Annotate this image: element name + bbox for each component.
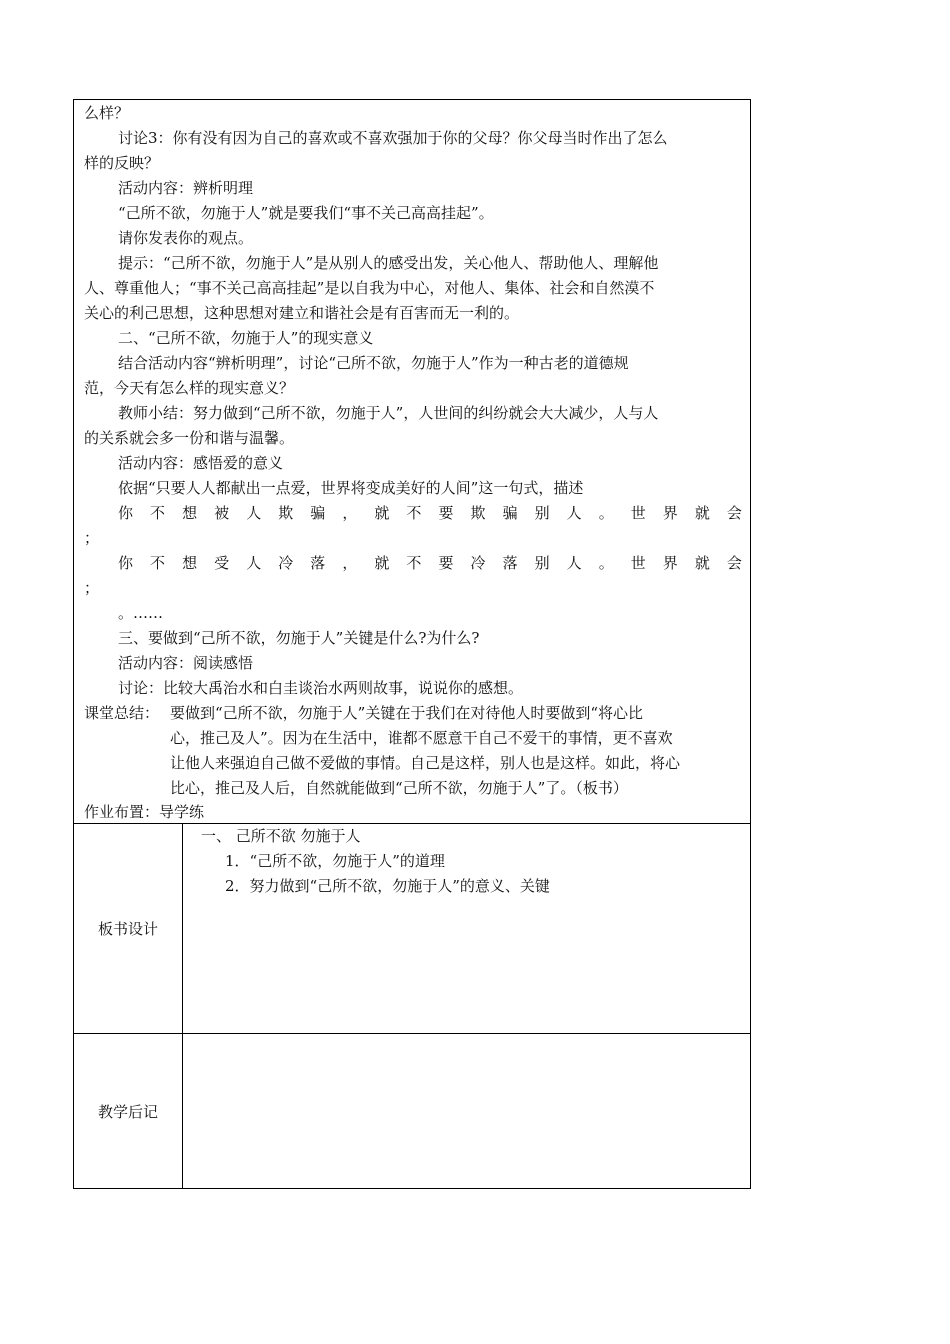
fill-in-char: 人 xyxy=(246,554,262,572)
fill-in-char: 欺 xyxy=(470,504,486,522)
text-line: 活动内容：阅读感悟 xyxy=(118,654,254,672)
fill-in-char: 想 xyxy=(182,554,198,572)
teaching-notes-content xyxy=(183,1034,750,1188)
board-design-label: 板书设计 xyxy=(74,824,183,1033)
summary-line: 要做到“己所不欲，勿施于人”关键在于我们在对待他人时要做到“将心比 xyxy=(170,704,644,722)
section-heading: 三、要做到“己所不欲，勿施于人”关键是什么?为什么? xyxy=(118,629,480,647)
text-line: 的关系就会多一份和谐与温馨。 xyxy=(84,429,295,447)
text-line: 人、尊重他人；“事不关己高高挂起”是以自我为中心，对他人、集体、社会和自然漠不 xyxy=(84,279,655,297)
fill-in-char: 就 xyxy=(374,554,390,572)
fill-in-char: 想 xyxy=(182,504,198,522)
fill-in-char: 就 xyxy=(374,504,390,522)
text-line: 讨论：比较大禹治水和白圭谈治水两则故事，说说你的感想。 xyxy=(118,679,524,697)
teaching-notes-row xyxy=(74,1034,750,1188)
board-line: 1．“己所不欲，勿施于人”的道理 xyxy=(225,852,445,870)
fill-in-char: 会 xyxy=(726,504,742,522)
text-line: 教师小结：努力做到“己所不欲，勿施于人”，人世间的纠纷就会大大减少，人与人 xyxy=(118,404,659,422)
text-line: 请你发表你的观点。 xyxy=(118,229,254,247)
text-line: “己所不欲，勿施于人”就是要我们“事不关己高高挂起”。 xyxy=(118,204,494,222)
fill-in-char: 你 xyxy=(118,504,134,522)
text-line: 结合活动内容“辨析明理”，讨论“己所不欲，勿施于人”作为一种古老的道德规 xyxy=(118,354,629,372)
fill-in-char: 落 xyxy=(502,554,518,572)
fill-in-char: 。 xyxy=(598,554,614,572)
fill-in-char: 不 xyxy=(150,554,166,572)
fill-in-char: 世 xyxy=(630,554,646,572)
summary-line: 心，推己及人”。因为在生活中，谁都不愿意干自己不爱干的事情，更不喜欢 xyxy=(170,729,673,747)
fill-in-end-2: ； xyxy=(84,579,100,597)
lesson-content-cell xyxy=(74,100,750,824)
fill-in-end-3: 。…… xyxy=(118,604,164,622)
fill-in-line-2 xyxy=(118,553,742,573)
fill-in-char: 冷 xyxy=(470,554,486,572)
fill-in-char: 要 xyxy=(438,504,454,522)
text-line: 活动内容：辨析明理 xyxy=(118,179,254,197)
board-line: 一、 己所不欲 勿施于人 xyxy=(201,827,361,845)
fill-in-line-1 xyxy=(118,503,742,523)
fill-in-char: 人 xyxy=(566,554,582,572)
text-line: 讨论3：你有没有因为自己的喜欢或不喜欢强加于你的父母？你父母当时作出了怎么 xyxy=(118,129,668,147)
fill-in-char: 不 xyxy=(406,554,422,572)
summary-label: 课堂总结： xyxy=(84,704,160,722)
fill-in-char: 。 xyxy=(598,504,614,522)
fill-in-char: ， xyxy=(342,504,358,522)
text-line: 提示：“己所不欲，勿施于人”是从别人的感受出发，关心他人、帮助他人、理解他 xyxy=(118,254,659,272)
teaching-notes-label: 教学后记 xyxy=(74,1034,183,1188)
text-line: 活动内容：感悟爱的意义 xyxy=(118,454,284,472)
fill-in-char: 不 xyxy=(406,504,422,522)
fill-in-char: 就 xyxy=(694,504,710,522)
board-line: 2．努力做到“己所不欲，勿施于人”的意义、关键 xyxy=(225,877,550,895)
fill-in-char: 受 xyxy=(214,554,230,572)
fill-in-char: 别 xyxy=(534,504,550,522)
board-design-content xyxy=(183,824,750,1033)
fill-in-end-1: ； xyxy=(84,529,100,547)
fill-in-char: 人 xyxy=(246,504,262,522)
board-design-row xyxy=(74,824,750,1034)
text-line: 么样？ xyxy=(84,104,130,122)
fill-in-char: 界 xyxy=(662,554,678,572)
summary-line: 比心，推己及人后，自然就能做到“己所不欲，勿施于人”了。（板书） xyxy=(170,779,628,797)
section-heading: 二、“己所不欲，勿施于人”的现实意义 xyxy=(118,329,374,347)
homework-line: 作业布置：导学练 xyxy=(84,803,205,821)
fill-in-char: 你 xyxy=(118,554,134,572)
fill-in-char: 骗 xyxy=(310,504,326,522)
fill-in-char: 界 xyxy=(662,504,678,522)
text-line: 样的反映？ xyxy=(84,154,160,172)
fill-in-char: 别 xyxy=(534,554,550,572)
lesson-plan-table xyxy=(73,99,751,1189)
fill-in-char: 人 xyxy=(566,504,582,522)
fill-in-char: 不 xyxy=(150,504,166,522)
fill-in-char: 骗 xyxy=(502,504,518,522)
fill-in-char: 落 xyxy=(310,554,326,572)
fill-in-char: 要 xyxy=(438,554,454,572)
fill-in-char: 被 xyxy=(214,504,230,522)
fill-in-char: 会 xyxy=(726,554,742,572)
summary-line: 让他人来强迫自己做不爱做的事情。自己是这样，别人也是这样。如此，将心 xyxy=(170,754,681,772)
text-line: 依据“只要人人都献出一点爱，世界将变成美好的人间”这一句式，描述 xyxy=(118,479,584,497)
fill-in-char: 欺 xyxy=(278,504,294,522)
fill-in-char: 冷 xyxy=(278,554,294,572)
fill-in-char: 就 xyxy=(694,554,710,572)
text-line: 关心的利己思想，这种思想对建立和谐社会是有百害而无一利的。 xyxy=(84,304,520,322)
fill-in-char: ， xyxy=(342,554,358,572)
text-line: 范，今天有怎么样的现实意义？ xyxy=(84,379,295,397)
fill-in-char: 世 xyxy=(630,504,646,522)
